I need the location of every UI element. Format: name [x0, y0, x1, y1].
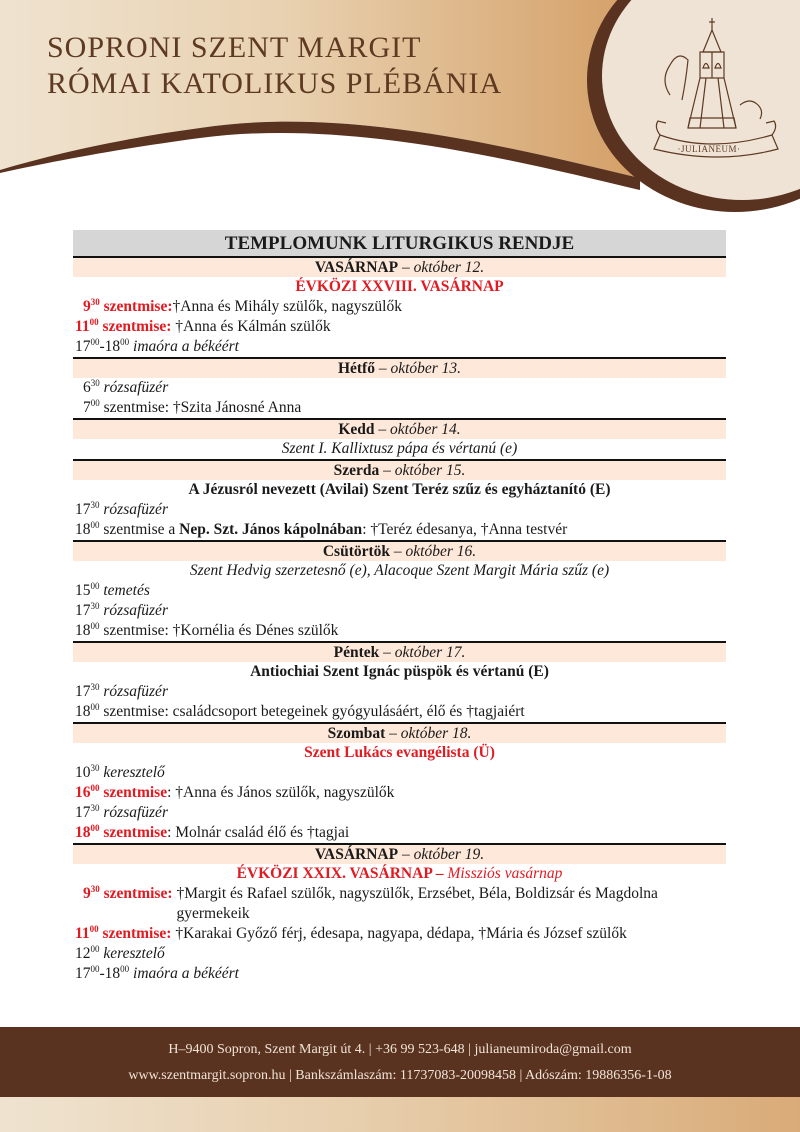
schedule-entry [73, 520, 726, 540]
entry-time: 7 [83, 399, 91, 416]
liturgy-schedule [73, 230, 726, 984]
schedule-entry [73, 803, 726, 823]
entry-text: szentmise: családcsoport betegeinek gyógyulásáért, élő és †tagjaiért [99, 703, 525, 720]
day-name: VASÁRNAP [314, 846, 399, 863]
footer-contact: H–9400 Sopron, Szent Margit út 4. | +36 99 523-648 | julianeumiroda@gmail.com [168, 1042, 632, 1057]
day-date: – október 12. [398, 259, 485, 276]
entry-time: 11 [75, 318, 90, 335]
feast-subtitle: Missziós vasárnap [443, 865, 563, 882]
day-date: – október 13. [374, 360, 462, 377]
feast-title: Szent I. Kallixtusz pápa és vértanú (e) [281, 440, 518, 457]
day-name: Szombat [327, 725, 386, 742]
entry-time: 15 [75, 582, 91, 599]
day-name: Péntek [333, 644, 380, 661]
day-name: Kedd [338, 421, 375, 438]
parish-title-line1: SOPRONI SZENT MARGIT [47, 31, 422, 64]
schedule-entry [73, 337, 726, 357]
entry-time: 16 [75, 784, 91, 801]
schedule-entry [73, 944, 726, 964]
entry-time: 6 [83, 379, 91, 396]
entry-time: 17 [75, 501, 91, 518]
schedule-entry [73, 601, 726, 621]
entry-time: 18 [75, 521, 91, 538]
day-header [73, 643, 726, 662]
entry-time-min: 00 [90, 398, 100, 408]
entry-time-min: 00 [90, 783, 100, 793]
entry-label: szentmise: [98, 318, 172, 335]
entry-text: temetés [99, 582, 150, 599]
schedule-entry [73, 823, 726, 843]
day-name: Szerda [333, 462, 380, 479]
entry-text: imaóra a békéért [129, 338, 239, 355]
entry-time: 17 [75, 602, 91, 619]
entry-text: †Anna és Kálmán szülők [171, 318, 331, 335]
day-header [73, 461, 726, 480]
entry-time-end: -18 [99, 965, 121, 982]
entry-time-min: 30 [90, 500, 100, 510]
schedule-entry [73, 297, 726, 317]
entry-time-min: 30 [90, 297, 100, 307]
page-footer [0, 1027, 800, 1097]
entry-time-end-min: 00 [120, 964, 130, 974]
entry-text: keresztelő [99, 764, 165, 781]
schedule-entry [73, 702, 726, 722]
day-friday [73, 643, 726, 724]
day-header [73, 542, 726, 561]
entry-text: szentmise a [99, 521, 180, 538]
entry-label: szentmise: [99, 885, 173, 902]
entry-text: †Margit és Rafael szülők, nagyszülők, Erzsébet, Béla, Boldizsár és Magdolna gyermekeik [176, 885, 658, 922]
entry-time: 10 [75, 764, 91, 781]
entry-text: : Molnár család élő és †tagjai [167, 824, 350, 841]
feast-name: ÉVKÖZI XXIX. VASÁRNAP – [236, 865, 444, 882]
day-header [73, 420, 726, 439]
day-name: Hétfő [337, 360, 375, 377]
entry-time-min: 30 [90, 763, 100, 773]
schedule-entry [73, 621, 726, 641]
entry-text: rózsafüzér [99, 683, 168, 700]
day-date: – október 17. [379, 644, 466, 661]
entry-label: szentmise [99, 824, 168, 841]
entry-text: szentmise: †Kornélia és Dénes szülők [99, 622, 339, 639]
entry-text: rózsafüzér [99, 804, 168, 821]
day-header [73, 258, 726, 277]
entry-time: 11 [75, 925, 90, 942]
entry-text: : †Anna és János szülők, nagyszülők [167, 784, 395, 801]
day-thursday [73, 542, 726, 643]
day-monday [73, 359, 726, 420]
feast-title [73, 864, 726, 884]
entry-text: rózsafüzér [99, 602, 168, 619]
feast-title: Szent Lukács evangélista (Ü) [304, 744, 495, 761]
entry-time: 17 [75, 804, 91, 821]
parish-title-line2: RÓMAI KATOLIKUS PLÉBÁNIA [47, 67, 503, 100]
feast-title: Antiochiai Szent Ignác püspök és vértanú (E) [250, 663, 549, 680]
day-sunday-oct19 [73, 845, 726, 984]
entry-label: szentmise: [99, 298, 173, 315]
entry-label: szentmise: [98, 925, 172, 942]
day-sunday-oct12 [73, 258, 726, 359]
schedule-entry [73, 317, 726, 337]
day-header [73, 724, 726, 743]
entry-time-end-min: 00 [120, 337, 130, 347]
feast-title: A Jézusról nevezett (Avilai) Szent Teréz szűz és egyháztanító (E) [188, 481, 611, 498]
logo-label: ·JULIANEUM· [677, 144, 741, 154]
entry-time-min: 30 [90, 803, 100, 813]
entry-time-min: 00 [90, 337, 100, 347]
page-header [0, 0, 800, 215]
entry-time-min: 30 [90, 378, 100, 388]
entry-time: 9 [83, 885, 91, 902]
entry-intention: : †Teréz édesanya, †Anna testvér [362, 521, 568, 538]
entry-label: szentmise [99, 784, 168, 801]
day-date: – október 18. [385, 725, 472, 742]
entry-location: Nep. Szt. János kápolnában [179, 521, 363, 538]
entry-time: 18 [75, 703, 91, 720]
entry-time-min: 30 [90, 884, 100, 894]
schedule-title: TEMPLOMUNK LITURGIKUS RENDJE [73, 230, 726, 258]
schedule-entry [73, 682, 726, 702]
entry-time-min: 00 [90, 581, 100, 591]
entry-time: 17 [75, 965, 91, 982]
schedule-entry [73, 581, 726, 601]
entry-time: 17 [75, 338, 91, 355]
day-wednesday [73, 461, 726, 542]
parish-title [47, 30, 502, 102]
footer-decor-band [0, 1097, 800, 1132]
entry-time: 12 [75, 945, 91, 962]
entry-time-min: 00 [89, 317, 99, 327]
entry-time-end: -18 [99, 338, 121, 355]
entry-time: 18 [75, 824, 91, 841]
entry-time-min: 00 [90, 520, 100, 530]
entry-time-min: 00 [90, 702, 100, 712]
entry-text: keresztelő [99, 945, 165, 962]
schedule-entry [73, 964, 726, 984]
entry-time: 18 [75, 622, 91, 639]
day-header [73, 359, 726, 378]
entry-time-min: 30 [90, 682, 100, 692]
feast-title: ÉVKÖZI XXVIII. VASÁRNAP [295, 278, 504, 295]
entry-time-min: 00 [90, 944, 100, 954]
entry-time-min: 00 [90, 621, 100, 631]
entry-text: †Karakai Győző férj, édesapa, nagyapa, dédapa, †Mária és József szülők [175, 925, 627, 942]
footer-bank-info: www.szentmargit.sopron.hu | Bankszámlaszám: 11737083-20098458 | Adószám: 19886356-1-08 [128, 1068, 672, 1083]
schedule-entry [73, 884, 726, 924]
entry-time-min: 30 [90, 601, 100, 611]
entry-time-min: 00 [90, 823, 100, 833]
schedule-entry [73, 924, 726, 944]
entry-text: rózsafüzér [99, 501, 168, 518]
entry-time: 9 [83, 298, 91, 315]
schedule-entry [73, 398, 726, 418]
day-date: – október 19. [398, 846, 485, 863]
day-date: – október 16. [390, 543, 477, 560]
day-name: VASÁRNAP [314, 259, 399, 276]
entry-text: szentmise: †Szita Jánosné Anna [99, 399, 302, 416]
schedule-entry [73, 378, 726, 398]
day-date: – október 14. [374, 421, 461, 438]
entry-time-min: 00 [89, 924, 99, 934]
schedule-entry [73, 783, 726, 803]
day-name: Csütörtök [322, 543, 391, 560]
schedule-entry [73, 763, 726, 783]
entry-text: †Anna és Mihály szülők, nagyszülők [172, 298, 402, 315]
entry-time: 17 [75, 683, 91, 700]
day-header [73, 845, 726, 864]
schedule-entry [73, 500, 726, 520]
day-tuesday [73, 420, 726, 461]
feast-title: Szent Hedvig szerzetesnő (e), Alacoque Szent Margit Mária szűz (e) [189, 562, 610, 579]
day-date: – október 15. [379, 462, 466, 479]
entry-time-min: 00 [90, 964, 100, 974]
entry-text: imaóra a békéért [129, 965, 239, 982]
day-saturday [73, 724, 726, 845]
entry-text: rózsafüzér [99, 379, 169, 396]
